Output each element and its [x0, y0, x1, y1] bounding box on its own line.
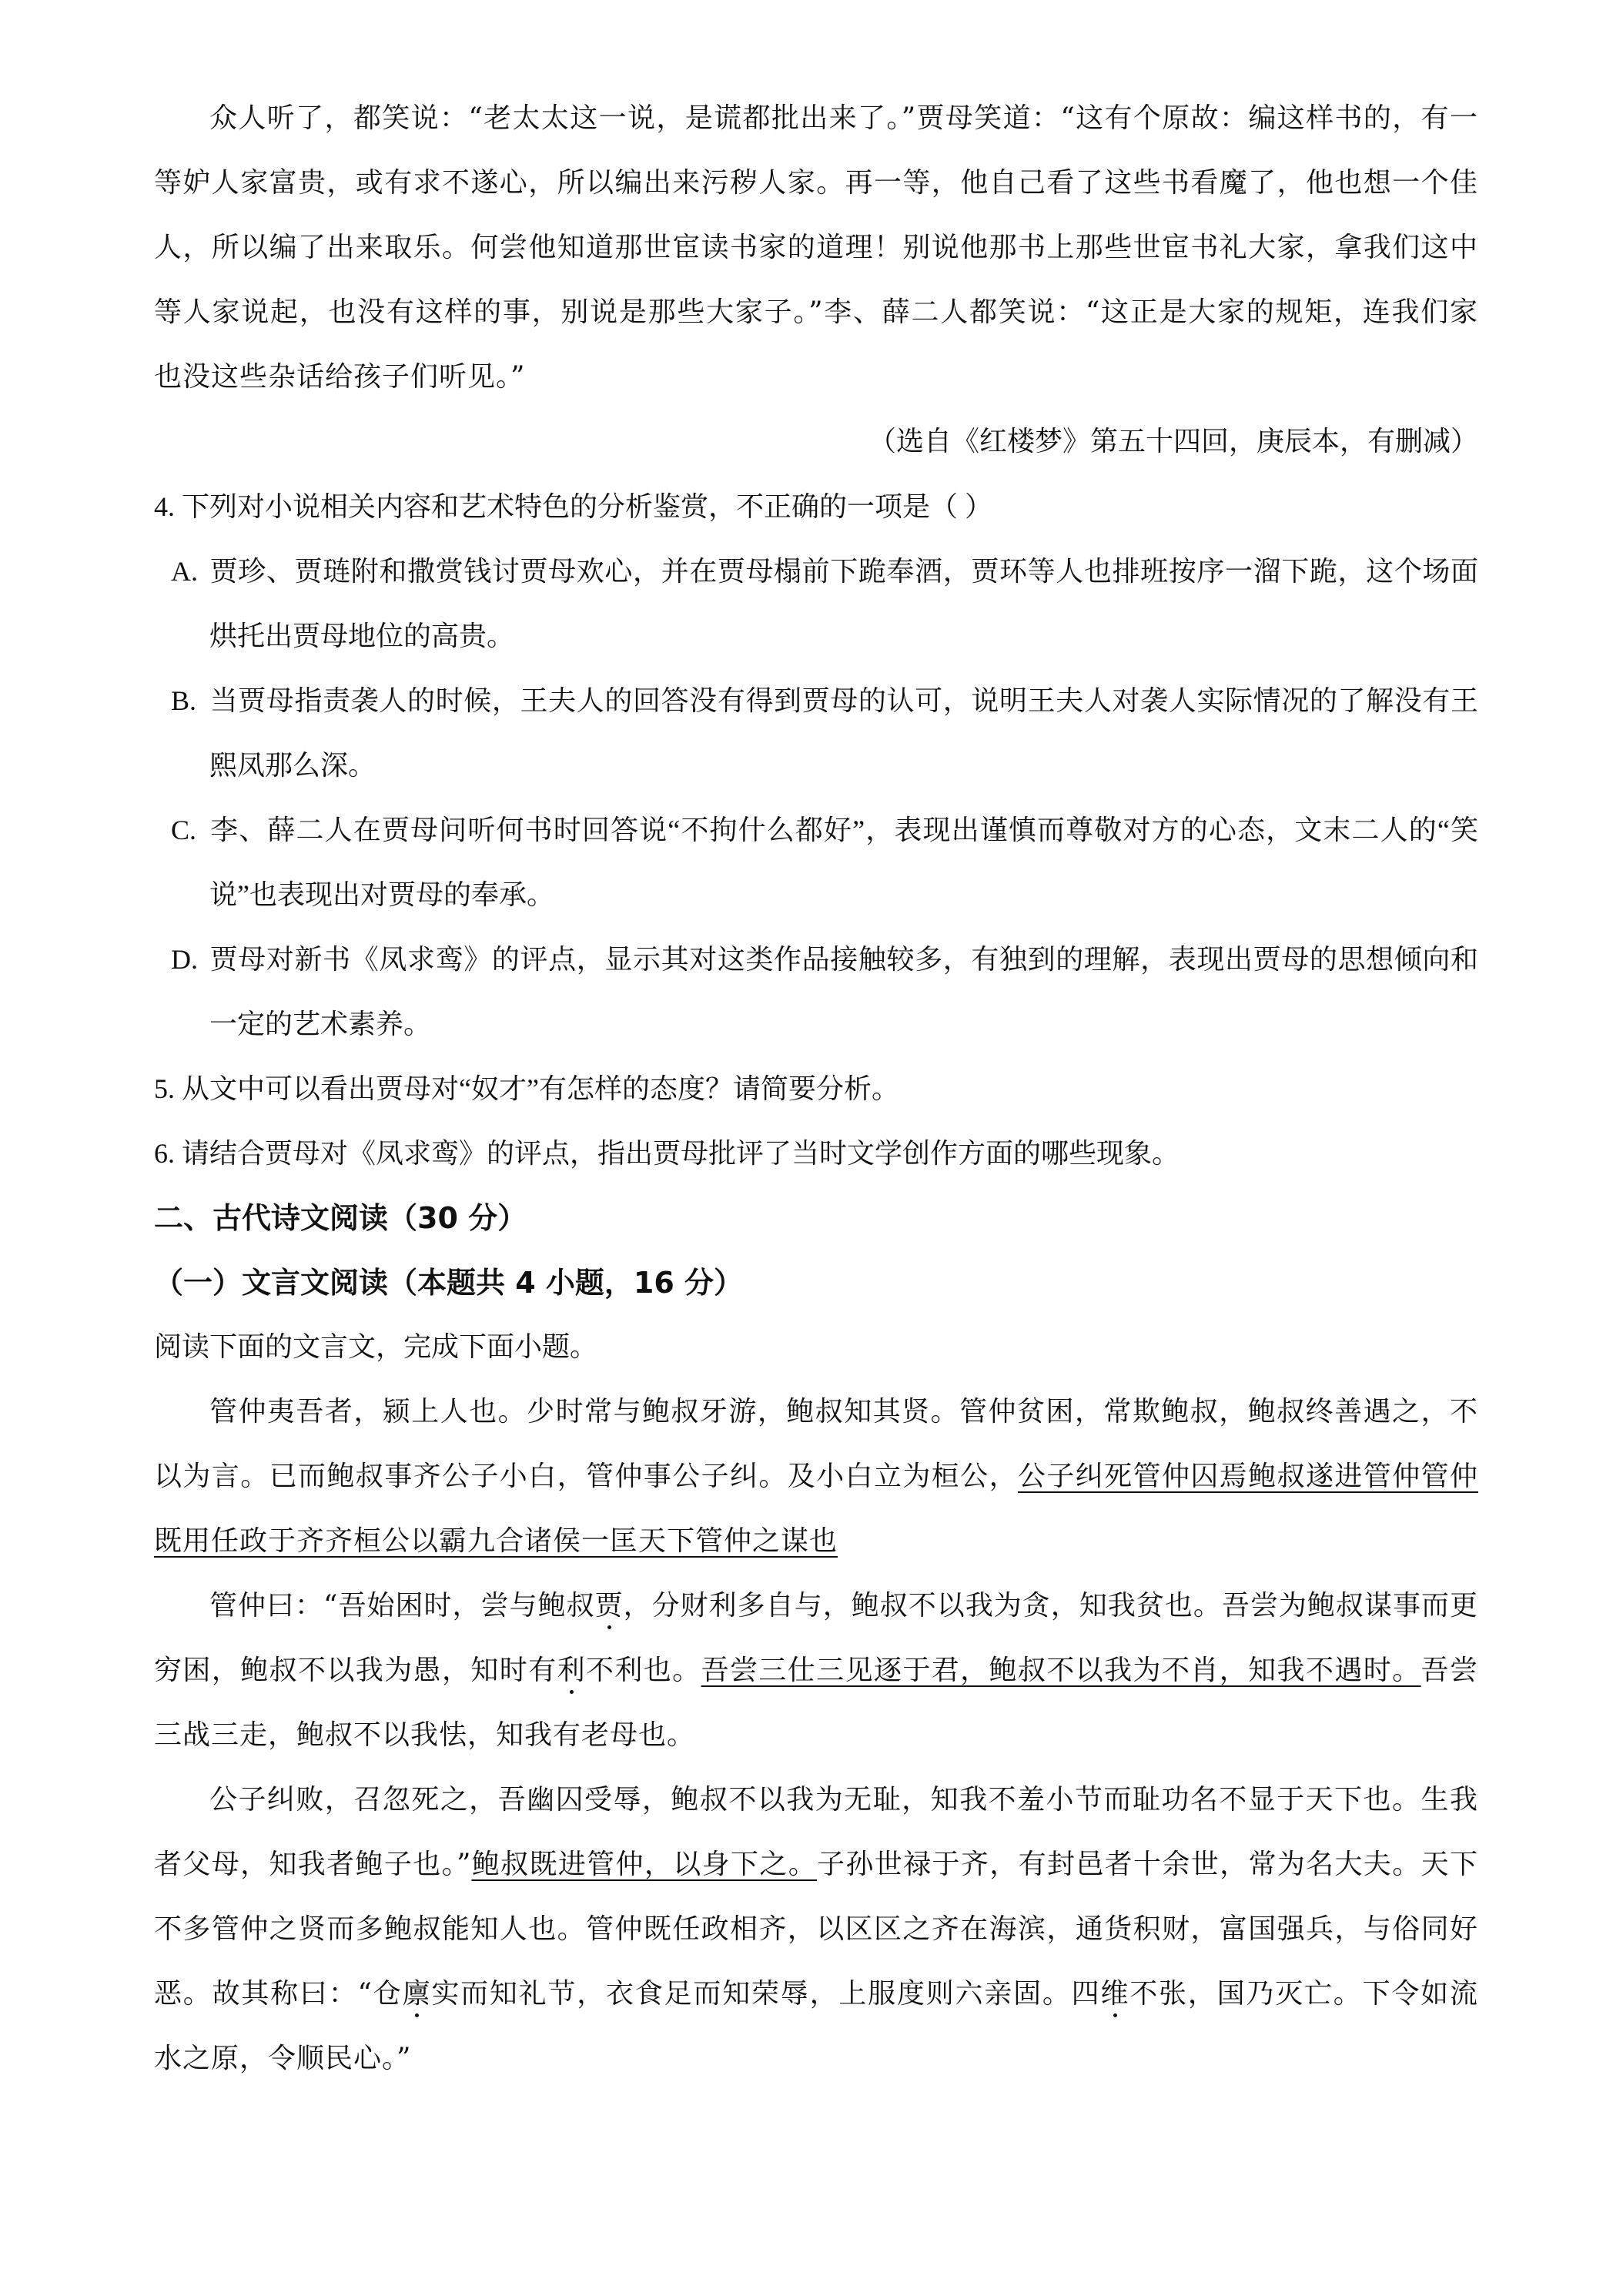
text-run: 实而知礼节，衣食足而知荣辱，上服度则六亲固。四	[431, 1978, 1101, 2010]
classical-paragraph-1	[154, 1380, 1478, 1574]
text-run: 公子纠败，召忽死之，吾幽囚受辱，鲍叔不以我为无耻，知我不羞小节而耻功名不显于天下也。生我者父母，知我者鲍子也。”	[154, 1784, 1478, 1880]
emphasis-dot-char: 贾	[594, 1590, 624, 1622]
text-run: ，分财利多自与，鲍叔不以我为贪，知我贫也。吾尝为鲍叔谋事而更穷困，鲍叔不以我为愚，知时有	[154, 1590, 1478, 1686]
option-letter: B.	[171, 685, 197, 716]
question-5: 5. 从文中可以看出贾母对“奴才”有怎样的态度？请简要分析。	[154, 1073, 899, 1104]
question-4-option-c	[154, 798, 1478, 927]
text-run: 管仲夷吾者，颍上人也。少时常与鲍叔牙游，鲍叔知其贤。管仲贫困，常欺鲍叔，鲍叔终善遇之，不以为言。已而鲍叔事齐公子小白，管仲事公子纠。及小白立为桓公，	[154, 1396, 1478, 1492]
question-4-option-a	[154, 539, 1478, 668]
option-text: 当贾母指责袭人的时候，王夫人的回答没有得到贾母的认可，说明王夫人对袭人实际情况的了解没有王熙凤那么深。	[209, 685, 1478, 781]
question-4-option-b	[154, 668, 1478, 798]
subsection-heading: （一）文言文阅读（本题共 4 小题，16 分）	[154, 1266, 744, 1300]
option-letter: A.	[171, 556, 198, 587]
option-text: 李、薛二人在贾母问听何书时回答说“不拘什么都好”，表现出谨慎而尊敬对方的心态，文末二人的“笑说”也表现出对贾母的奉承。	[209, 815, 1478, 910]
novel-closing-paragraph: 众人听了，都笑说：“老太太这一说，是谎都批出来了。”贾母笑道：“这有个原故：编这样书的，有一等妒人家富贵，或有求不遂心，所以编出来污秽人家。再一等，他自己看了这些书看魔了，他也想一个佳人，所以编了出来取乐。何尝他知道那世宦读书家的道理！别说他那书上那些世宦书礼大家，拿我们这中等人家说起，也没有这样的事，别说是那些大家子。”李、薛二人都笑说：“这正是大家的规矩，连我们家也没这些杂话给孩子们听见。”	[154, 102, 1478, 393]
reading-instruction: 阅读下面的文言文，完成下面小题。	[154, 1331, 598, 1363]
text-run: 不利也。	[585, 1655, 701, 1686]
classical-paragraph-2	[154, 1574, 1478, 1768]
underlined-sentence: 鲍叔既进管仲，以身下之。	[471, 1849, 818, 1880]
question-6: 6. 请结合贾母对《凤求鸾》的评点，指出贾母批评了当时文学创作方面的哪些现象。	[154, 1138, 1180, 1169]
text-run: 管仲曰：“吾始困时，尝与鲍叔	[209, 1590, 595, 1622]
option-text: 贾珍、贾琏附和撒赏钱讨贾母欢心，并在贾母榻前下跪奉酒，贾环等人也排班按序一溜下跪，这个场面烘托出贾母地位的高贵。	[209, 556, 1478, 651]
emphasis-dot-char: 利	[557, 1655, 586, 1686]
underlined-sentence: 公子纠死管仲囚焉鲍叔遂进管仲管仲既用任政于齐齐桓公以霸九合诸侯一匡天下管仲之谋也	[154, 1461, 1478, 1557]
text-run: 吾尝三战三走，鲍叔不以我怯，知我有老母也。	[154, 1655, 1478, 1751]
classical-paragraph-3	[154, 1768, 1478, 2091]
question-4-option-d	[154, 927, 1478, 1056]
text-run: 不张，国乃灭亡。下令如流水之原，令顺民心。”	[154, 1978, 1478, 2074]
emphasis-dot-char: 维	[1100, 1978, 1130, 2010]
option-letter: D.	[171, 944, 198, 975]
underlined-sentence: 吾尝三仕三见逐于君，鲍叔不以我为不肖，知我不遇时。	[701, 1655, 1421, 1686]
section-heading: 二、古代诗文阅读（30 分）	[154, 1201, 527, 1235]
option-text: 贾母对新书《凤求鸾》的评点，显示其对这类作品接触较多，有独到的理解，表现出贾母的思想倾向和一定的艺术素养。	[209, 944, 1478, 1039]
text-run: 子孙世禄于齐，有封邑者十余世，常为名大夫。天下不多管仲之贤而多鲍叔能知人也。管仲既任政相齐，以区区之齐在海滨，通货积财，富国强兵，与俗同好恶。故其称曰：“仓	[154, 1849, 1478, 2010]
source-citation: （选自《红楼梦》第五十四回，庚辰本，有删减）	[868, 426, 1478, 457]
option-letter: C.	[171, 815, 197, 845]
emphasis-dot-char: 廪	[402, 1978, 432, 2010]
document-page	[154, 86, 1478, 2091]
question-4-stem: 4. 下列对小说相关内容和艺术特色的分析鉴赏，不正确的一项是（ ）	[154, 491, 993, 522]
